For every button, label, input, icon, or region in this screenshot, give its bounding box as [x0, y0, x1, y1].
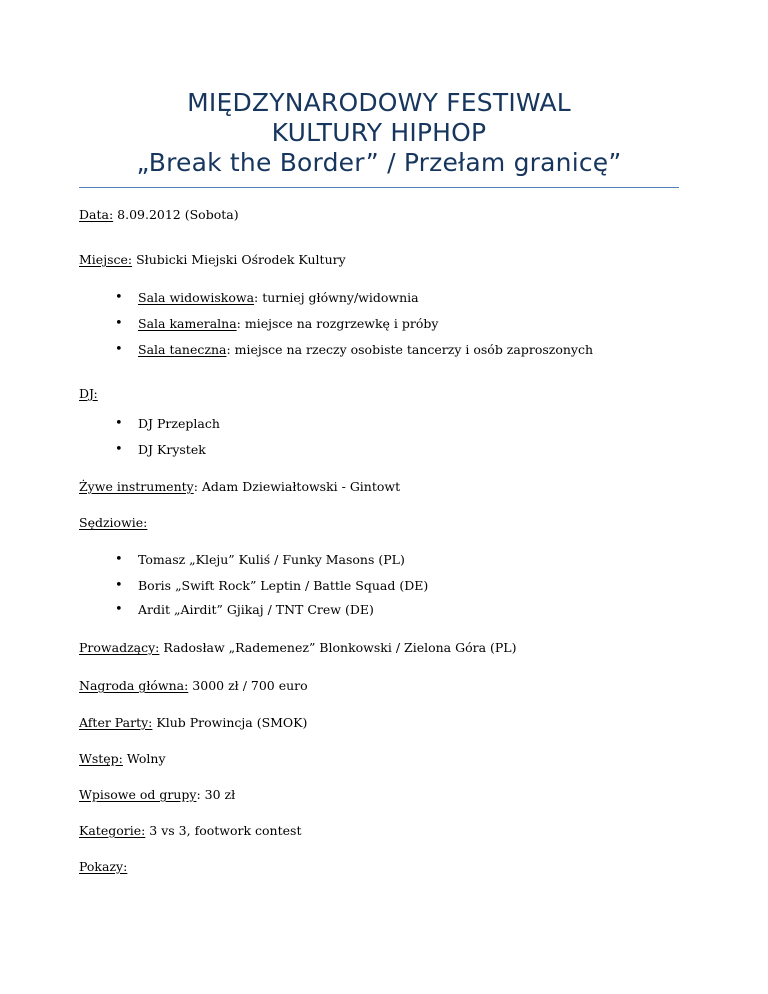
afterparty-label: After Party: [79, 715, 153, 730]
list-item-hall [138, 290, 419, 306]
entry-value: Wolny [122, 751, 166, 766]
prize-row [79, 678, 308, 694]
entry-row [79, 751, 166, 767]
entry-label: Wstęp: [79, 751, 123, 766]
afterparty-value: Klub Prowincja (SMOK) [152, 715, 308, 730]
list-item-dj: DJ Krystek [138, 442, 206, 457]
bullet-icon: • [115, 578, 123, 593]
prize-value: 3000 zł / 700 euro [188, 678, 308, 693]
place-value: Słubicki Miejski Ośrodek Kultury [132, 252, 346, 267]
hall-desc: : miejsce na rzeczy osobiste tancerzy i osób zaproszonych [226, 342, 594, 357]
date-row [79, 207, 239, 223]
categories-label: Kategorie: [79, 823, 146, 838]
hall-name: Sala kameralna [138, 316, 237, 331]
document-page [79, 88, 679, 874]
hall-name: Sala taneczna [138, 342, 227, 357]
place-row [79, 252, 346, 268]
bullet-icon: • [115, 290, 123, 305]
document-title [79, 88, 679, 178]
shows-label: Pokazy: [79, 859, 128, 874]
list-item-dj: DJ Przeplach [138, 416, 220, 431]
afterparty-row [79, 715, 307, 731]
host-value: Radosław „Rademenez” Blonkowski / Zielona Góra (PL) [159, 640, 517, 655]
list-item-judge: Tomasz „Kleju” Kuliś / Funky Masons (PL) [138, 552, 405, 567]
dj-label: DJ: [79, 386, 98, 401]
bullet-icon: • [115, 552, 123, 567]
date-label: Data: [79, 207, 114, 222]
prize-label: Nagroda główna: [79, 678, 189, 693]
hall-desc: : miejsce na rozgrzewkę i próby [236, 316, 439, 331]
list-item-hall [138, 316, 438, 332]
judges-label: Sędziowie: [79, 515, 148, 530]
instruments-value: : Adam Dziewiałtowski - Gintowt [193, 479, 401, 494]
bullet-icon: • [115, 316, 123, 331]
bullet-icon: • [115, 442, 123, 457]
instruments-row [79, 479, 400, 495]
fee-row [79, 787, 235, 803]
list-item-judge: Boris „Swift Rock” Leptin / Battle Squad (DE) [138, 578, 429, 593]
date-value: 8.09.2012 (Sobota) [113, 207, 239, 222]
host-row [79, 640, 516, 656]
categories-row [79, 823, 301, 839]
bullet-icon: • [115, 416, 123, 431]
dj-row [79, 386, 98, 402]
host-label: Prowadzący: [79, 640, 160, 655]
list-item-hall [138, 342, 593, 358]
bullet-icon: • [115, 602, 123, 617]
judges-row [79, 515, 147, 531]
hall-desc: : turniej główny/widownia [254, 290, 419, 305]
title-line-1: MIĘDZYNARODOWY FESTIWAL [187, 88, 571, 117]
bullet-icon: • [115, 342, 123, 357]
hall-name: Sala widowiskowa [138, 290, 255, 305]
shows-row [79, 859, 127, 875]
list-item-judge: Ardit „Airdit” Gjikaj / TNT Crew (DE) [138, 602, 374, 617]
categories-value: 3 vs 3, footwork contest [145, 823, 302, 838]
instruments-label: Żywe instrumenty [79, 479, 194, 494]
fee-value: : 30 zł [196, 787, 236, 802]
title-line-2: KULTURY HIPHOP [271, 118, 487, 147]
fee-label: Wpisowe od grupy [79, 787, 197, 802]
place-label: Miejsce: [79, 252, 133, 267]
title-divider [79, 187, 679, 188]
title-line-3: „Break the Border” / Przełam granicę” [136, 148, 622, 177]
